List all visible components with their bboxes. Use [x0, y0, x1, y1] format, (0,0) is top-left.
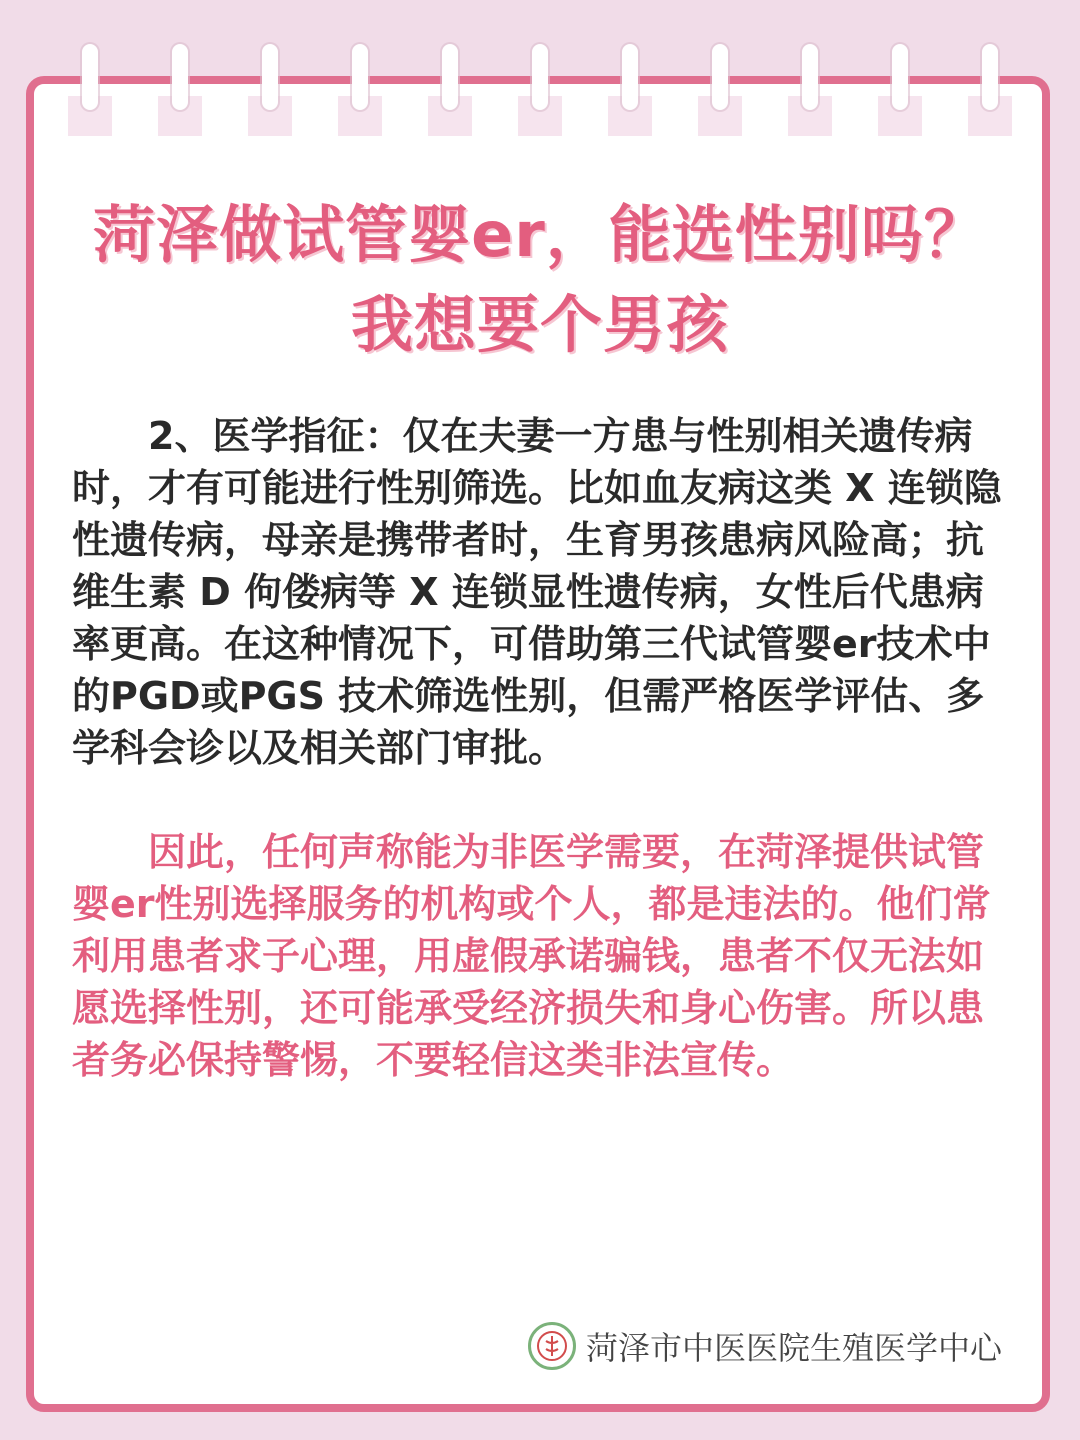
ring-bar	[262, 44, 278, 110]
ring-bar	[622, 44, 638, 110]
ring-bar	[82, 44, 98, 110]
paragraph-medical-indication: 2、医学指征：仅在夫妻一方患与性别相关遗传病时，才有可能进行性别筛选。比如血友病这类 X 连锁隐性遗传病，母亲是携带者时，生育男孩患病风险高；抗维生素 D 佝偻病等 X 连锁显性遗传病，女性后代患病率更高。在这种情况下，可借助第三代试管婴er技术中的PGD或PGS 技术筛选性别，但需严格医学评估、多学科会诊以及相关部门审批。	[72, 414, 1002, 770]
page-title	[0, 190, 1080, 370]
ring-bar	[802, 44, 818, 110]
ring-bar	[982, 44, 998, 110]
hospital-logo-icon	[528, 1322, 576, 1370]
title-line-1: 菏泽做试管婴er，能选性别吗？	[93, 198, 987, 271]
hospital-name: 菏泽市中医医院生殖医学中心	[585, 1329, 1002, 1367]
paragraph-warning: 因此，任何声称能为非医学需要，在菏泽提供试管婴er性别选择服务的机构或个人，都是违法的。他们常利用患者求子心理，用虚假承诺骗钱，患者不仅无法如愿选择性别，还可能承受经济损失和身心伤害。所以患者务必保持警惕，不要轻信这类非法宣传。	[72, 830, 991, 1082]
ring-bar	[712, 44, 728, 110]
ring-bar	[352, 44, 368, 110]
footer-signature	[528, 1322, 1002, 1370]
ring-bar	[892, 44, 908, 110]
ring-bar	[442, 44, 458, 110]
title-line-2: 我想要个男孩	[350, 288, 729, 361]
ring-bar	[532, 44, 548, 110]
ring-bar	[172, 44, 188, 110]
notebook-rings	[0, 0, 1080, 140]
